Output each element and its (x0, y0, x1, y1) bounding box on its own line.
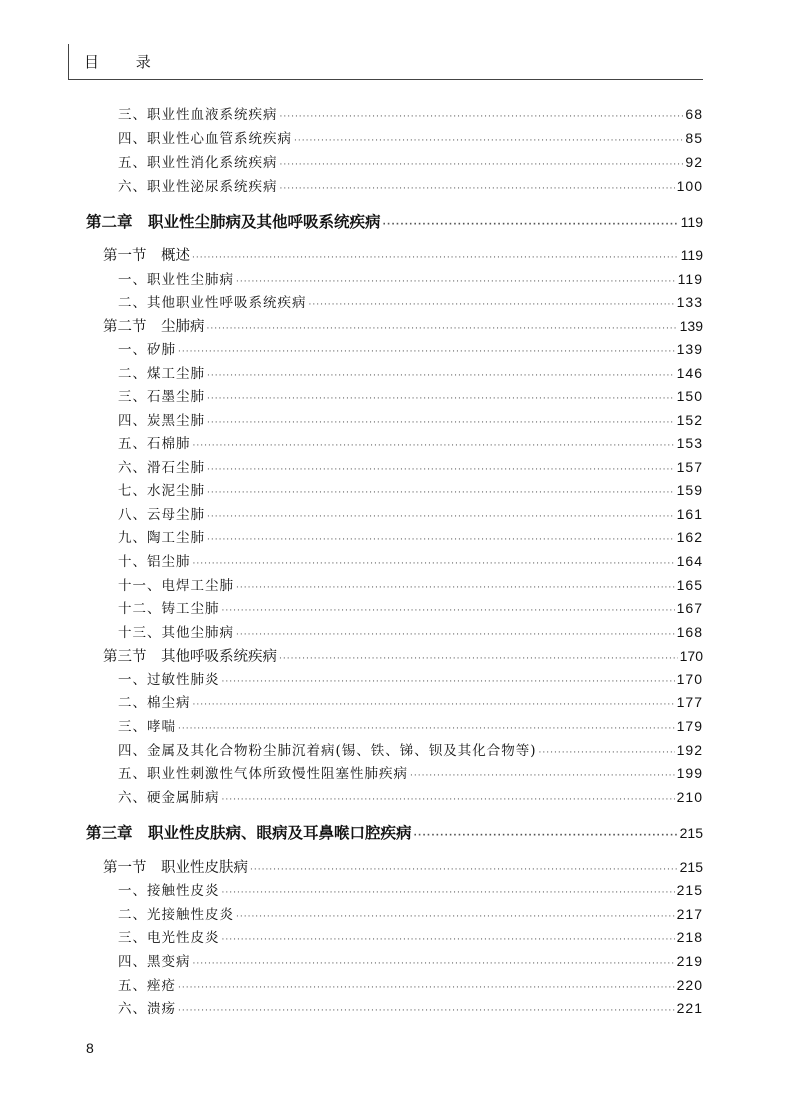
leader-dots (280, 154, 684, 176)
leader-dots (309, 294, 675, 316)
leader-dots (178, 1000, 675, 1022)
toc-entry-page: 68 (685, 106, 703, 122)
toc-entry[interactable] (118, 291, 703, 313)
leader-dots (193, 694, 675, 716)
toc-entry[interactable] (118, 597, 703, 619)
toc-entry[interactable] (118, 479, 703, 501)
leader-dots (207, 318, 678, 340)
toc-entry-page: 220 (676, 977, 703, 993)
toc-section[interactable] (103, 315, 703, 337)
toc-entry-page: 199 (676, 765, 703, 781)
toc-entry-title: 一、矽肺 (118, 342, 176, 358)
toc-entry[interactable] (118, 786, 703, 808)
toc-entry-page: 153 (676, 435, 703, 451)
leader-dots (410, 765, 675, 787)
toc-chapter-title: 第三章 职业性皮肤病、眼病及耳鼻喉口腔疾病 (86, 824, 412, 842)
toc-entry-page: 217 (676, 906, 703, 922)
toc-entry[interactable] (118, 526, 703, 548)
toc-entry-title: 九、陶工尘肺 (118, 530, 205, 546)
leader-dots (279, 648, 678, 670)
page-number: 8 (86, 1040, 94, 1056)
toc-section[interactable] (103, 856, 703, 878)
leader-dots (207, 459, 675, 481)
toc-chapter[interactable] (86, 211, 703, 233)
leader-dots (207, 482, 675, 504)
toc-entry-title: 六、硬金属肺病 (118, 790, 220, 806)
toc-entry-page: 221 (676, 1000, 703, 1016)
toc-entry[interactable] (118, 103, 703, 125)
toc-section-page: 170 (679, 648, 703, 664)
leader-dots (222, 789, 675, 811)
toc-entry-title: 五、痤疮 (118, 978, 176, 994)
leader-dots (236, 906, 675, 928)
leader-dots (280, 106, 684, 128)
leader-dots (193, 953, 675, 975)
toc-entry-title: 四、金属及其化合物粉尘肺沉着病(锡、铁、锑、钡及其化合物等) (118, 743, 537, 759)
toc-entry-page: 119 (677, 271, 703, 287)
toc-entry-title: 二、其他职业性呼吸系统疾病 (118, 295, 307, 311)
toc-entry[interactable] (118, 668, 703, 690)
toc-entry-title: 七、水泥尘肺 (118, 483, 205, 499)
toc-entry[interactable] (118, 762, 703, 784)
toc-section-page: 119 (680, 247, 703, 263)
toc-chapter-page: 215 (679, 825, 703, 841)
toc-entry[interactable] (118, 879, 703, 901)
toc-entry[interactable] (118, 974, 703, 996)
toc-entry-title: 三、哮喘 (118, 719, 176, 735)
toc-entry-page: 159 (676, 482, 703, 498)
toc-entry[interactable] (118, 997, 703, 1019)
leader-dots (294, 130, 683, 152)
toc-entry-page: 168 (676, 624, 703, 640)
toc-section-title: 第二节 尘肺病 (103, 319, 205, 335)
leader-dots (222, 929, 675, 951)
toc-entry[interactable] (118, 362, 703, 384)
toc-chapter[interactable] (86, 822, 703, 844)
leader-dots (539, 742, 675, 764)
toc-entry-title: 六、滑石尘肺 (118, 460, 205, 476)
toc-entry[interactable] (118, 385, 703, 407)
toc-entry-title: 八、云母尘肺 (118, 507, 205, 523)
toc-entry[interactable] (118, 950, 703, 972)
leader-dots (207, 412, 675, 434)
toc-entry-title: 十二、铸工尘肺 (118, 601, 220, 617)
leader-dots (222, 882, 675, 904)
toc-entry-title: 五、石棉肺 (118, 436, 191, 452)
leader-dots (207, 506, 675, 528)
leader-dots (178, 341, 675, 363)
toc-entry-title: 五、职业性消化系统疾病 (118, 155, 278, 171)
toc-entry-page: 177 (676, 694, 703, 710)
toc-entry-title: 四、黑变病 (118, 954, 191, 970)
leader-dots (207, 365, 675, 387)
toc-section-page: 215 (679, 859, 703, 875)
toc-entry[interactable] (118, 127, 703, 149)
toc-entry-title: 六、溃疡 (118, 1001, 176, 1017)
leader-dots (207, 388, 675, 410)
leader-dots (222, 671, 675, 693)
toc-entry[interactable] (118, 432, 703, 454)
toc-entry-title: 十三、其他尘肺病 (118, 625, 234, 641)
toc-entry-title: 三、职业性血液系统疾病 (118, 107, 278, 123)
leader-dots (280, 178, 675, 200)
toc-entry[interactable] (118, 926, 703, 948)
leader-dots (414, 825, 678, 847)
toc-entry-title: 一、过敏性肺炎 (118, 672, 220, 688)
toc-entry-page: 92 (685, 154, 703, 170)
leader-dots (236, 577, 675, 599)
leader-dots (250, 859, 678, 881)
toc-entry-page: 167 (676, 600, 703, 616)
toc-entry[interactable] (118, 574, 703, 596)
toc-entry-page: 215 (676, 882, 703, 898)
toc-section[interactable] (103, 244, 703, 266)
toc-entry-page: 85 (685, 130, 703, 146)
toc-entry-page: 170 (676, 671, 703, 687)
toc-entry-page: 100 (676, 178, 703, 194)
toc-entry-title: 二、煤工尘肺 (118, 366, 205, 382)
toc-entry-title: 三、石墨尘肺 (118, 389, 205, 405)
toc-entry-title: 二、棉尘病 (118, 695, 191, 711)
toc-entry-page: 210 (676, 789, 703, 805)
leader-dots (383, 214, 679, 236)
toc-entry[interactable] (118, 739, 703, 761)
leader-dots (193, 435, 675, 457)
toc-entry-page: 162 (676, 529, 703, 545)
toc-entry-title: 十一、电焊工尘肺 (118, 578, 234, 594)
toc-entry-title: 十、铝尘肺 (118, 554, 191, 570)
toc-entry[interactable] (118, 550, 703, 572)
toc-entry[interactable] (118, 621, 703, 643)
toc-entry-title: 四、职业性心血管系统疾病 (118, 131, 292, 147)
toc-entry-page: 146 (676, 365, 703, 381)
toc-section-page: 139 (679, 318, 703, 334)
toc-entry-page: 139 (676, 341, 703, 357)
toc-entry-title: 一、接触性皮炎 (118, 883, 220, 899)
toc-entry-title: 六、职业性泌尿系统疾病 (118, 179, 278, 195)
toc-entry-title: 三、电光性皮炎 (118, 930, 220, 946)
toc-entry[interactable] (118, 903, 703, 925)
toc-entry-page: 161 (676, 506, 703, 522)
toc-entry-title: 四、炭黑尘肺 (118, 413, 205, 429)
toc-entry-title: 五、职业性刺激性气体所致慢性阻塞性肺疾病 (118, 766, 408, 782)
toc-entry[interactable] (118, 691, 703, 713)
toc-entry-page: 219 (676, 953, 703, 969)
toc-entry-page: 218 (676, 929, 703, 945)
toc-chapter-title: 第二章 职业性尘肺病及其他呼吸系统疾病 (86, 213, 381, 231)
toc-entry-page: 165 (676, 577, 703, 593)
header-title: 目 录 (84, 53, 167, 71)
toc-entry-page: 164 (676, 553, 703, 569)
toc-section-title: 第一节 概述 (103, 248, 190, 264)
toc-section-title: 第一节 职业性皮肤病 (103, 860, 248, 876)
leader-dots (178, 718, 675, 740)
toc-entry-title: 一、职业性尘肺病 (118, 272, 234, 288)
toc-entry-page: 192 (676, 742, 703, 758)
toc-entry[interactable] (118, 456, 703, 478)
leader-dots (193, 553, 675, 575)
toc-entry[interactable] (118, 338, 703, 360)
leader-dots (178, 977, 675, 999)
leader-dots (207, 529, 675, 551)
toc-section-title: 第三节 其他呼吸系统疾病 (103, 649, 277, 665)
leader-dots (192, 247, 679, 269)
toc-entry[interactable] (118, 151, 703, 173)
toc-chapter-page: 119 (680, 214, 703, 230)
toc-entry-page: 179 (676, 718, 703, 734)
toc-entry[interactable] (118, 409, 703, 431)
toc-entry-page: 152 (676, 412, 703, 428)
leader-dots (236, 624, 675, 646)
toc-entry[interactable] (118, 715, 703, 737)
toc-entry[interactable] (118, 175, 703, 197)
toc-entry-page: 150 (676, 388, 703, 404)
toc-entry[interactable] (118, 268, 703, 290)
toc-section[interactable] (103, 645, 703, 667)
toc-entry-page: 157 (676, 459, 703, 475)
toc-entry-title: 二、光接触性皮炎 (118, 907, 234, 923)
toc-entry[interactable] (118, 503, 703, 525)
toc-entry-page: 133 (676, 294, 703, 310)
leader-dots (236, 271, 676, 293)
leader-dots (222, 600, 675, 622)
